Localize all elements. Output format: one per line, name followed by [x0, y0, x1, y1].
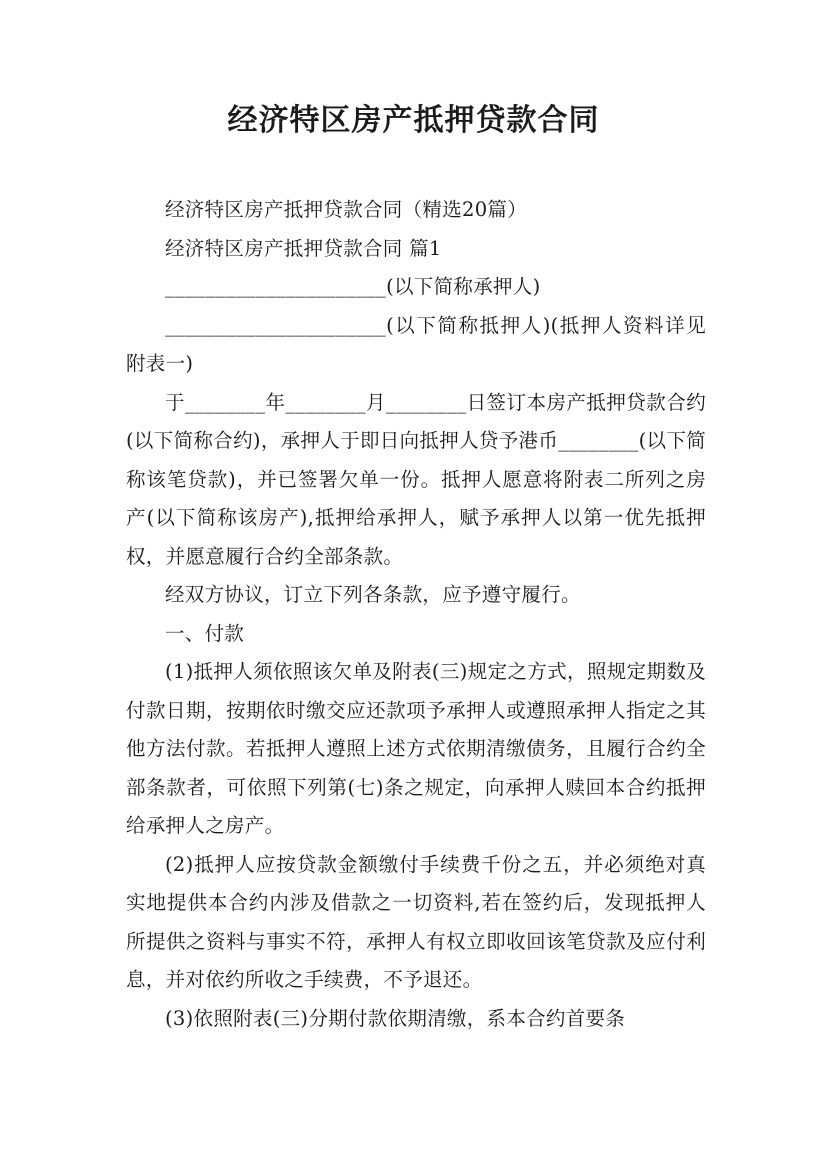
- paragraph-clause-1: (1)抵押人须依照该欠单及附表(三)规定之方式，照规定期数及付款日期，按期依时缴交应还款项予承押人或遵照承押人指定之其他方法付款。若抵押人遵照上述方式依期清缴债务，且履行合约全部条款者，可依照下列第(七)条之规定，向承押人赎回本合约抵押给承押人之房产。: [126, 660, 706, 837]
- paragraph-section-heading: 经济特区房产抵押贷款合同 篇1: [165, 236, 442, 260]
- paragraph-agreement-intro: 经双方协议，订立下列各条款，应予遵守履行。: [165, 583, 581, 606]
- paragraph-mortgagor-line: ______________________(以下简称抵押人)(抵押人资料详见附表一): [126, 313, 706, 375]
- paragraph-subtitle: 经济特区房产抵押贷款合同（精选20篇）: [165, 198, 528, 221]
- document-body: [126, 191, 706, 1038]
- paragraph-agreement-date: 于________年________月________日签订本房产抵押贷款合约(以下简称合约)，承押人于即日向抵押人贷予港币________(以下简称该笔贷款)，并已签署欠单一份。抵押人愿意将附表二所列之房产(以下简称该房产),抵押给承押人，赋予承押人以第一优先抵押权，并愿意履行合约全部条款。: [126, 390, 706, 568]
- paragraph-clause-3: (3)依照附表(三)分期付款依期清缴，系本合约首要条: [165, 1006, 626, 1030]
- paragraph-clause-heading: 一、付款: [165, 621, 245, 645]
- paragraph-mortgagee-line: ______________________(以下简称承押人): [165, 275, 541, 298]
- document-title: 经济特区房产抵押贷款合同: [227, 103, 600, 138]
- paragraph-clause-2: (2)抵押人应按贷款金额缴付手续费千份之五，并必须绝对真实地提供本合约内涉及借款之一切资料,若在签约后，发现抵押人所提供之资料与事实不符，承押人有权立即收回该笔贷款及应付利息，并对依约所收之手续费，不予退还。: [126, 852, 706, 991]
